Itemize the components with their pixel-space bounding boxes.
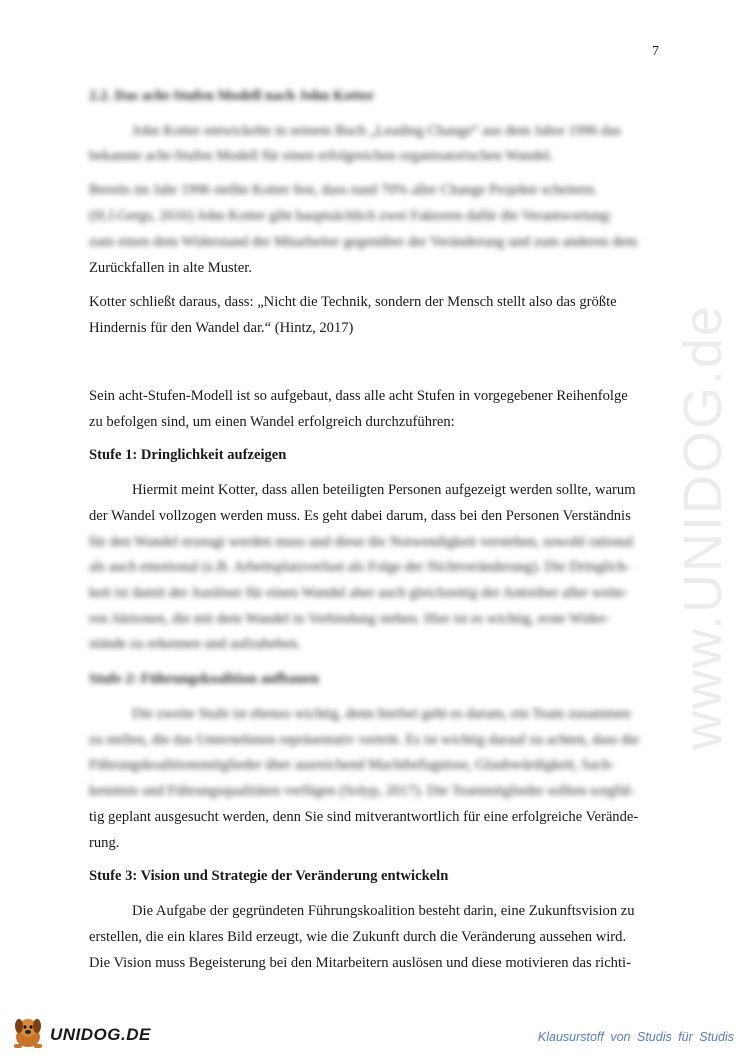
paragraph-line: erstellen, die ein klares Bild erzeugt, wie die Zukunft durch die Veränderung aussehen wird. bbox=[89, 929, 627, 945]
step-heading: Stufe 1: Dringlichkeit aufzeigen bbox=[89, 447, 287, 463]
paragraph-line: John Kotter entwickelte in seinem Buch „Leading Change“ aus dem Jahre 1996 das bbox=[132, 123, 621, 139]
dog-icon bbox=[8, 1012, 48, 1052]
logo-text: UNIDOG.DE bbox=[50, 1025, 151, 1044]
paragraph-line: tig geplant ausgesucht werden, denn Sie sind mitverantwortlich für eine erfolgreiche Verände- bbox=[89, 809, 639, 825]
watermark: www.UNIDOG.de bbox=[673, 303, 733, 750]
paragraph-line: Zurückfallen in alte Muster. bbox=[89, 260, 252, 276]
paragraph-line: Bereits im Jahr 1996 stellte Kotter fest, dass rund 70% aller Change Projekte scheitern. bbox=[89, 182, 598, 198]
paragraph-line: als auch emotional (z.B. Arbeitsplatzverlust als Folge der Nichtveränderung). Die Dringlich- bbox=[89, 559, 631, 575]
paragraph-line: der Wandel vollzogen werden muss. Es geht dabei darum, dass bei den Personen Verständnis bbox=[89, 508, 631, 524]
paragraph-line: stände zu erkennen und aufzuheben. bbox=[89, 636, 301, 652]
paragraph-line: zum einen dem Widerstand der Mitarbeiter gegenüber der Veränderung und zum anderen dem bbox=[89, 234, 638, 250]
paragraph-line: Sein acht-Stufen-Modell ist so aufgebaut, dass alle acht Stufen in vorgegebener Reihenfolge bbox=[89, 388, 628, 404]
paragraph-line: Hiermit meint Kotter, dass allen beteiligten Personen aufgezeigt werden sollte, warum bbox=[132, 482, 636, 498]
paragraph-line: Die Aufgabe der gegründeten Führungskoalition besteht darin, eine Zukunftsvision zu bbox=[132, 903, 635, 919]
paragraph-line: rung. bbox=[89, 835, 120, 851]
paragraph-line: Die Vision muss Begeisterung bei den Mitarbeitern auslösen und diese motivieren das richti- bbox=[89, 955, 631, 971]
paragraph-line: Die zweite Stufe ist ebenso wichtig, denn hierbei geht es darum, ein Team zusammen bbox=[132, 706, 631, 722]
page-number: 7 bbox=[652, 44, 659, 59]
paragraph-line: für den Wandel erzeugt werden muss und diese die Notwendigkeit verstehen, sowohl rational bbox=[89, 534, 634, 550]
quote-line: Kotter schließt daraus, dass: „Nicht die Technik, sondern der Mensch stellt also das größte bbox=[89, 294, 617, 310]
paragraph-line: zu stellen, die das Unternehmen repräsentativ vertritt. Es ist wichtig darauf zu achten, dass die bbox=[89, 732, 639, 748]
paragraph-line: keit ist damit der Auslöser für einen Wandel aber auch gleichzeitig der Antreiber aller weite- bbox=[89, 585, 629, 601]
paragraph-line: kenntnis und Führungsqualitäten verfügen (Solyp, 2017). Die Teammitglieder sollten sorgfäl- bbox=[89, 783, 636, 799]
step-heading: Stufe 3: Vision und Strategie der Veränderung entwickeln bbox=[89, 868, 449, 884]
paragraph-line: (H.J.Gergs, 2016) John Kotter gibt hauptsächlich zwei Faktoren dafür die Verantwortung: bbox=[89, 208, 613, 224]
paragraph-line: zu befolgen sind, um einen Wandel erfolgreich durchzuführen: bbox=[89, 414, 455, 430]
paragraph-line: Führungskoalitionsmitglieder über ausreichend Machtbefugnisse, Glaubwürdigkeit, Sach- bbox=[89, 757, 615, 773]
paragraph-line: bekannte acht-Stufen Modell für einen erfolgreichen organisatorischen Wandel. bbox=[89, 148, 554, 164]
footer-tagline: Klausurstoff von Studis für Studis bbox=[537, 1030, 734, 1044]
unidog-logo[interactable] bbox=[8, 1012, 158, 1052]
step-heading: Stufe 2: Führungskoalition aufbauen bbox=[89, 671, 319, 687]
section-heading: 2.2. Das acht-Stufen Modell nach John Kotter bbox=[89, 88, 375, 104]
quote-line: Hindernis für den Wandel dar.“ (Hintz, 2017) bbox=[89, 320, 354, 336]
paragraph-line: ren Aktionen, die mit dem Wandel in Verbindung stehen. Hier ist es wichtig, erste Wider- bbox=[89, 611, 610, 627]
